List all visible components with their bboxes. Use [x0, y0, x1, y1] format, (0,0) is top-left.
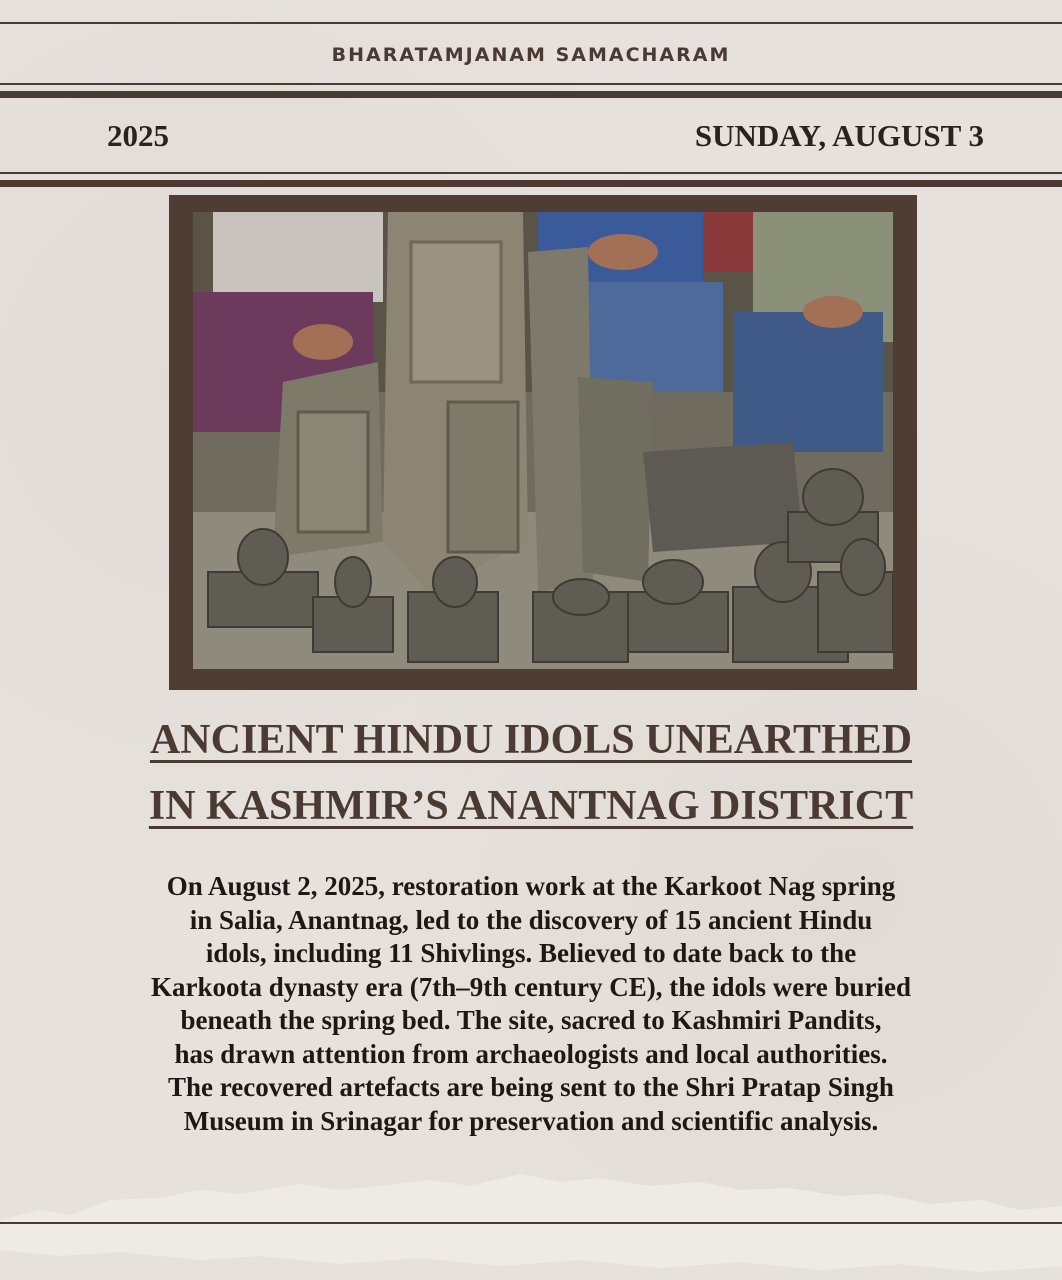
dateline-rule-thin: [0, 172, 1062, 174]
article-photo: [193, 212, 893, 669]
article-body-line: idols, including 11 Shivlings. Believed to date back to the: [205, 938, 857, 968]
year-label: 2025: [107, 118, 169, 153]
date-label: SUNDAY, AUGUST 3: [694, 118, 984, 153]
article-body-line: Karkoota dynasty era (7th–9th century CE), the idols were buried: [151, 971, 911, 1002]
article-body-line: in Salia, Anantnag, led to the discovery of 15 ancient Hindu: [189, 904, 873, 935]
article-headline-line2: IN KASHMIR’S ANANTNAG DISTRICT: [148, 783, 914, 829]
top-rule-thin: [0, 22, 1062, 24]
article-body-line: The recovered artefacts are being sent to the Shri Pratap Singh: [168, 1072, 894, 1102]
idols-photo-illustration: [193, 212, 893, 669]
masthead-rule-thin: [0, 83, 1062, 85]
masthead-title: BHARATAMJANAM SAMACHARAM: [331, 44, 731, 66]
article-body-line: has drawn attention from archaeologists and local authorities.: [174, 1038, 888, 1069]
article-body-line: Museum in Srinagar for preservation and scientific analysis.: [183, 1105, 879, 1136]
article-body: [70, 870, 992, 1138]
masthead-rule-thick: [0, 91, 1062, 98]
article-headline-line1: ANCIENT HINDU IDOLS UNEARTHED: [149, 717, 913, 763]
article-body-line: On August 2, 2025, restoration work at the Karkoot Nag spring: [166, 871, 896, 901]
torn-paper-edge: [0, 1160, 1062, 1280]
article-body-line: beneath the spring bed. The site, sacred to Kashmiri Pandits,: [180, 1005, 882, 1035]
dateline-rule-thick: [0, 180, 1062, 187]
